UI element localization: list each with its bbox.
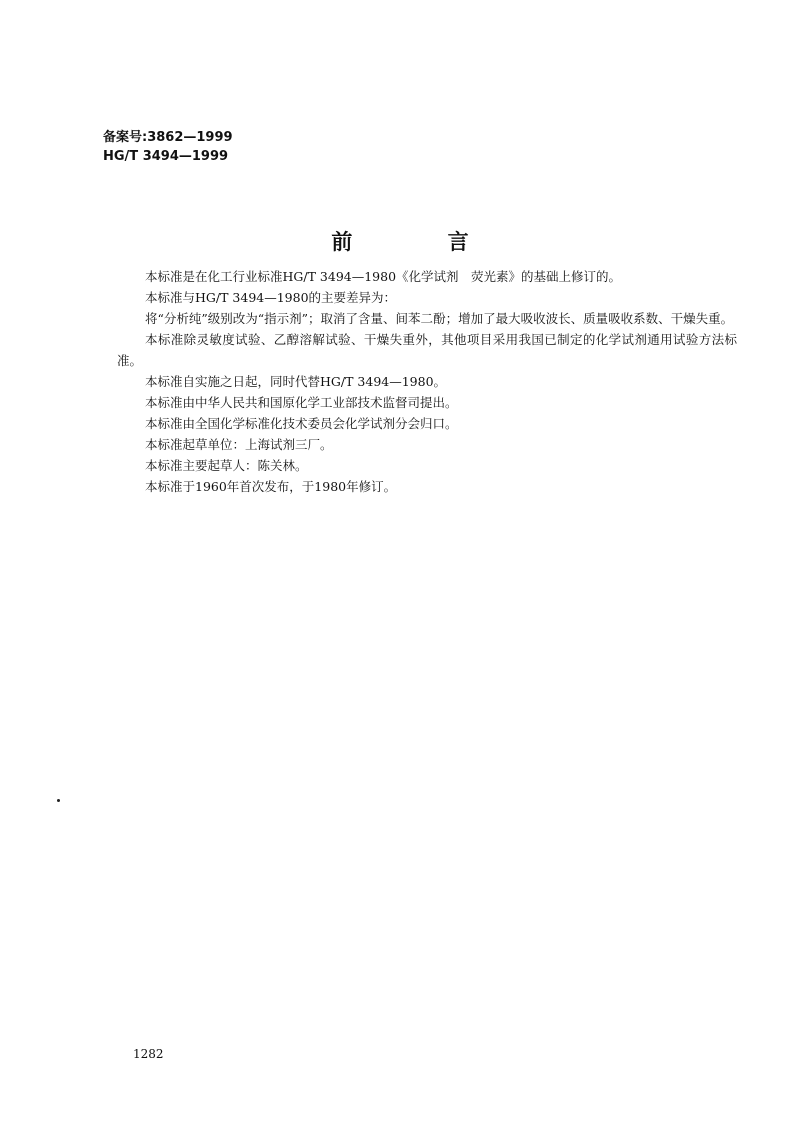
standard-number: HG/T 3494—1999 xyxy=(103,149,229,164)
paragraph-responsible: 本标准由全国化学标准化技术委员会化学试剂分会归口。 xyxy=(145,416,458,431)
paragraph-test-methods: 本标准除灵敏度试验、乙醇溶解试验、干燥失重外，其他项目采用我国已制定的化学试剂通用试验方法标准。 xyxy=(117,332,737,368)
paragraph-basis: 本标准是在化工行业标准HG/T 3494—1980《化学试剂 荧光素》的基础上修订的。 xyxy=(145,269,622,284)
foreword-body xyxy=(117,266,737,497)
paragraph-replacement: 本标准自实施之日起，同时代替HG/T 3494—1980。 xyxy=(145,374,447,389)
paragraph-differences-intro: 本标准与HG/T 3494—1980的主要差异为： xyxy=(145,290,397,305)
page-number: 1282 xyxy=(133,1047,164,1061)
paragraph-proposer: 本标准由中华人民共和国原化学工业部技术监督司提出。 xyxy=(145,395,458,410)
paragraph-differences: 将“分析纯”级别改为“指示剂”；取消了含量、间苯二酚；增加了最大吸收波长、质量吸收系数、干燥失重。 xyxy=(145,311,734,326)
filing-number: 备案号:3862—1999 xyxy=(103,130,233,145)
paragraph-drafter: 本标准主要起草人：陈关林。 xyxy=(145,458,308,473)
page-title: 前 言 xyxy=(331,230,513,254)
paragraph-history: 本标准于1960年首次发布，于1980年修订。 xyxy=(145,479,397,494)
filing-header xyxy=(103,128,233,166)
paragraph-drafting-unit: 本标准起草单位：上海试剂三厂。 xyxy=(145,437,333,452)
scan-speck xyxy=(57,799,60,802)
